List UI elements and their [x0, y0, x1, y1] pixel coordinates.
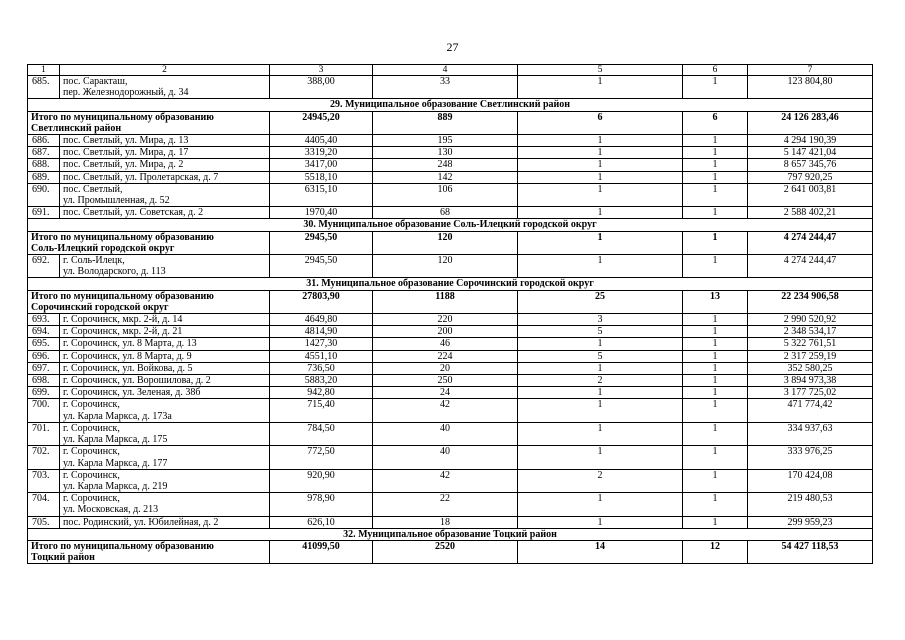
column-4-value: 40	[373, 422, 518, 445]
total-label-line: Светлинский район	[31, 122, 122, 134]
area-value: 4649,80	[270, 314, 373, 326]
row-number: 691.	[28, 207, 60, 219]
table-row	[28, 493, 873, 516]
area-value: 736,50	[270, 362, 373, 374]
column-4-value: 1188	[373, 290, 518, 313]
address-line: г. Сорочинск, мкр. 2-й, д. 14	[63, 314, 183, 326]
section-title: 29. Муниципальное образование Светлинский район	[28, 99, 873, 111]
column-5-value: 1	[518, 183, 683, 206]
cost-value: 797 920,25	[748, 171, 873, 183]
column-5-value: 14	[518, 540, 683, 563]
column-6-value: 1	[683, 207, 748, 219]
area-value: 920,90	[270, 469, 373, 492]
column-6-value: 1	[683, 446, 748, 469]
column-6-value: 1	[683, 516, 748, 528]
column-number: 3	[270, 65, 373, 76]
total-row	[28, 290, 873, 313]
column-6-value: 1	[683, 326, 748, 338]
column-6-value: 1	[683, 362, 748, 374]
column-5-value: 1	[518, 76, 683, 99]
address-line: г. Сорочинск, ул. Ворошилова, д. 2	[63, 375, 211, 387]
section-title: 32. Муниципальное образование Тоцкий район	[28, 528, 873, 540]
cost-value: 333 976,25	[748, 446, 873, 469]
total-label-line: Итого по муниципальному образованию	[31, 540, 214, 552]
column-number-row	[28, 65, 873, 76]
area-value: 784,50	[270, 422, 373, 445]
column-6-value: 1	[683, 422, 748, 445]
row-number: 704.	[28, 493, 60, 516]
cost-value: 123 804,80	[748, 76, 873, 99]
cost-value: 170 424,08	[748, 469, 873, 492]
row-number: 699.	[28, 387, 60, 399]
table-row	[28, 207, 873, 219]
address-cell	[60, 493, 270, 516]
address-cell	[60, 338, 270, 350]
column-4-value: 248	[373, 159, 518, 171]
address-line: ул. Карла Маркса, д. 219	[63, 480, 168, 492]
table-row	[28, 375, 873, 387]
column-6-value: 1	[683, 231, 748, 254]
column-5-value: 1	[518, 147, 683, 159]
column-5-value: 2	[518, 375, 683, 387]
table-row	[28, 350, 873, 362]
area-value: 4405,40	[270, 135, 373, 147]
area-value: 24945,20	[270, 111, 373, 134]
cost-value: 5 147 421,04	[748, 147, 873, 159]
address-cell	[60, 387, 270, 399]
row-number: 703.	[28, 469, 60, 492]
column-4-value: 22	[373, 493, 518, 516]
column-4-value: 200	[373, 326, 518, 338]
column-number: 5	[518, 65, 683, 76]
row-number: 687.	[28, 147, 60, 159]
cost-value: 471 774,42	[748, 399, 873, 422]
section-heading-row	[28, 278, 873, 290]
column-4-value: 142	[373, 171, 518, 183]
column-6-value: 1	[683, 171, 748, 183]
column-4-value: 46	[373, 338, 518, 350]
address-line: г. Сорочинск, ул. Зеленая, д. 38б	[63, 387, 201, 399]
table-row	[28, 135, 873, 147]
area-value: 5518,10	[270, 171, 373, 183]
column-4-value: 42	[373, 399, 518, 422]
table-row	[28, 255, 873, 278]
address-line: г. Сорочинск,	[63, 493, 120, 505]
column-5-value: 1	[518, 135, 683, 147]
address-line: г. Сорочинск,	[63, 469, 120, 481]
address-line: пос. Светлый, ул. Мира, д. 17	[63, 147, 189, 159]
table-row	[28, 362, 873, 374]
column-5-value: 1	[518, 387, 683, 399]
address-cell	[60, 76, 270, 99]
column-4-value: 120	[373, 231, 518, 254]
total-label-line: Итого по муниципальному образованию	[31, 111, 214, 123]
address-line: пос. Родинский, ул. Юбилейная, д. 2	[63, 516, 219, 528]
column-4-value: 2520	[373, 540, 518, 563]
page-number: 27	[446, 40, 459, 54]
table-row	[28, 399, 873, 422]
total-label	[28, 111, 270, 134]
area-value: 942,80	[270, 387, 373, 399]
total-row	[28, 231, 873, 254]
cost-value: 2 990 520,92	[748, 314, 873, 326]
area-value: 978,90	[270, 493, 373, 516]
address-line: г. Сорочинск,	[63, 422, 120, 434]
section-title: 31. Муниципальное образование Сорочинский городской округ	[28, 278, 873, 290]
address-line: г. Сорочинск, мкр. 2-й, д. 21	[63, 326, 183, 338]
column-5-value: 6	[518, 111, 683, 134]
area-value: 2945,50	[270, 231, 373, 254]
column-6-value: 1	[683, 147, 748, 159]
address-cell	[60, 314, 270, 326]
table-body	[28, 65, 873, 564]
address-line: ул. Карла Маркса, д. 175	[63, 434, 168, 446]
area-value: 4551,10	[270, 350, 373, 362]
column-4-value: 106	[373, 183, 518, 206]
area-value: 6315,10	[270, 183, 373, 206]
address-cell	[60, 207, 270, 219]
column-6-value: 1	[683, 159, 748, 171]
total-label-line: Тоцкий район	[31, 552, 95, 564]
row-number: 700.	[28, 399, 60, 422]
section-heading-row	[28, 219, 873, 231]
column-number: 6	[683, 65, 748, 76]
column-5-value: 1	[518, 171, 683, 183]
total-row	[28, 540, 873, 563]
row-number: 689.	[28, 171, 60, 183]
table-row	[28, 183, 873, 206]
section-heading-row	[28, 528, 873, 540]
row-number: 698.	[28, 375, 60, 387]
address-cell	[60, 159, 270, 171]
column-6-value: 1	[683, 255, 748, 278]
row-number: 701.	[28, 422, 60, 445]
table-row	[28, 314, 873, 326]
table-row	[28, 147, 873, 159]
area-value: 4814,90	[270, 326, 373, 338]
column-5-value: 1	[518, 516, 683, 528]
column-4-value: 20	[373, 362, 518, 374]
cost-value: 22 234 906,58	[748, 290, 873, 313]
column-5-value: 1	[518, 231, 683, 254]
column-6-value: 1	[683, 314, 748, 326]
column-5-value: 1	[518, 338, 683, 350]
address-line: пос. Светлый, ул. Советская, д. 2	[63, 207, 204, 219]
row-number: 690.	[28, 183, 60, 206]
cost-value: 2 588 402,21	[748, 207, 873, 219]
cost-value: 4 274 244,47	[748, 255, 873, 278]
address-line: пос. Светлый,	[63, 183, 123, 195]
address-cell	[60, 399, 270, 422]
cost-value: 334 937,63	[748, 422, 873, 445]
address-line: ул. Московская, д. 213	[63, 504, 159, 516]
address-cell	[60, 446, 270, 469]
address-line: ул. Карла Маркса, д. 173а	[63, 410, 172, 422]
column-number: 2	[60, 65, 270, 76]
column-6-value: 1	[683, 399, 748, 422]
row-number: 696.	[28, 350, 60, 362]
column-5-value: 1	[518, 362, 683, 374]
column-5-value: 1	[518, 399, 683, 422]
total-label-line: Соль-Илецкий городской округ	[31, 242, 175, 254]
column-5-value: 1	[518, 159, 683, 171]
column-number: 7	[748, 65, 873, 76]
cost-value: 2 348 534,17	[748, 326, 873, 338]
column-5-value: 3	[518, 314, 683, 326]
column-6-value: 1	[683, 350, 748, 362]
total-label-line: Сорочинский городской округ	[31, 301, 169, 313]
address-cell	[60, 147, 270, 159]
area-value: 1970,40	[270, 207, 373, 219]
table-row	[28, 338, 873, 350]
cost-value: 3 894 973,38	[748, 375, 873, 387]
column-5-value: 25	[518, 290, 683, 313]
column-6-value: 1	[683, 469, 748, 492]
area-value: 715,40	[270, 399, 373, 422]
table-row	[28, 76, 873, 99]
address-cell	[60, 171, 270, 183]
total-label	[28, 231, 270, 254]
column-4-value: 250	[373, 375, 518, 387]
cost-value: 3 177 725,02	[748, 387, 873, 399]
total-label	[28, 540, 270, 563]
cost-value: 4 294 190,39	[748, 135, 873, 147]
cost-value: 5 322 761,51	[748, 338, 873, 350]
address-line: г. Сорочинск, ул. Войкова, д. 5	[63, 362, 193, 374]
register-table	[27, 64, 873, 564]
table-row	[28, 326, 873, 338]
cost-value: 2 317 259,19	[748, 350, 873, 362]
address-line: пос. Саракташ,	[63, 76, 128, 87]
total-label-line: Итого по муниципальному образованию	[31, 290, 214, 302]
area-value: 41099,50	[270, 540, 373, 563]
address-cell	[60, 375, 270, 387]
column-6-value: 1	[683, 135, 748, 147]
column-5-value: 1	[518, 207, 683, 219]
column-6-value: 1	[683, 76, 748, 99]
area-value: 772,50	[270, 446, 373, 469]
column-5-value: 1	[518, 422, 683, 445]
address-line: пос. Светлый, ул. Мира, д. 13	[63, 135, 189, 147]
section-heading-row	[28, 99, 873, 111]
table-row	[28, 469, 873, 492]
cost-value: 219 480,53	[748, 493, 873, 516]
column-5-value: 1	[518, 446, 683, 469]
row-number: 702.	[28, 446, 60, 469]
cost-value: 2 641 003,81	[748, 183, 873, 206]
row-number: 688.	[28, 159, 60, 171]
column-6-value: 6	[683, 111, 748, 134]
address-cell	[60, 326, 270, 338]
column-4-value: 68	[373, 207, 518, 219]
table-row	[28, 516, 873, 528]
cost-value: 352 580,25	[748, 362, 873, 374]
row-number: 693.	[28, 314, 60, 326]
column-5-value: 2	[518, 469, 683, 492]
address-line: г. Сорочинск, ул. 8 Марта, д. 13	[63, 338, 197, 350]
column-6-value: 13	[683, 290, 748, 313]
address-line: пос. Светлый, ул. Мира, д. 2	[63, 159, 184, 171]
row-number: 685.	[28, 76, 60, 99]
column-number: 4	[373, 65, 518, 76]
column-4-value: 33	[373, 76, 518, 99]
column-4-value: 120	[373, 255, 518, 278]
column-5-value: 5	[518, 326, 683, 338]
address-line: пос. Светлый, ул. Пролетарская, д. 7	[63, 171, 219, 183]
section-title: 30. Муниципальное образование Соль-Илецкий городской округ	[28, 219, 873, 231]
area-value: 2945,50	[270, 255, 373, 278]
table-row	[28, 387, 873, 399]
column-4-value: 195	[373, 135, 518, 147]
column-4-value: 18	[373, 516, 518, 528]
address-cell	[60, 422, 270, 445]
column-6-value: 1	[683, 375, 748, 387]
table-row	[28, 422, 873, 445]
area-value: 388,00	[270, 76, 373, 99]
address-cell	[60, 350, 270, 362]
column-5-value: 1	[518, 493, 683, 516]
row-number: 694.	[28, 326, 60, 338]
column-4-value: 40	[373, 446, 518, 469]
column-4-value: 24	[373, 387, 518, 399]
area-value: 3417,00	[270, 159, 373, 171]
address-line: г. Сорочинск,	[63, 399, 120, 411]
table-row	[28, 446, 873, 469]
column-5-value: 1	[518, 255, 683, 278]
column-6-value: 1	[683, 183, 748, 206]
address-line: ул. Промышленная, д. 52	[63, 195, 170, 207]
row-number: 695.	[28, 338, 60, 350]
cost-value: 24 126 283,46	[748, 111, 873, 134]
table-row	[28, 171, 873, 183]
address-cell	[60, 255, 270, 278]
cost-value: 299 959,23	[748, 516, 873, 528]
cost-value: 4 274 244,47	[748, 231, 873, 254]
column-4-value: 889	[373, 111, 518, 134]
area-value: 3319,20	[270, 147, 373, 159]
column-4-value: 42	[373, 469, 518, 492]
address-cell	[60, 135, 270, 147]
table-row	[28, 159, 873, 171]
column-6-value: 1	[683, 387, 748, 399]
column-number: 1	[28, 65, 60, 76]
address-cell	[60, 183, 270, 206]
column-4-value: 130	[373, 147, 518, 159]
row-number: 697.	[28, 362, 60, 374]
cost-value: 8 657 345,76	[748, 159, 873, 171]
address-line: г. Сорочинск,	[63, 446, 120, 458]
column-6-value: 1	[683, 493, 748, 516]
column-4-value: 220	[373, 314, 518, 326]
address-cell	[60, 362, 270, 374]
address-line: ул. Володарского, д. 113	[63, 266, 166, 278]
area-value: 5883,20	[270, 375, 373, 387]
total-label	[28, 290, 270, 313]
total-row	[28, 111, 873, 134]
address-cell	[60, 469, 270, 492]
row-number: 692.	[28, 255, 60, 278]
address-line: ул. Карла Маркса, д. 177	[63, 457, 168, 469]
column-4-value: 224	[373, 350, 518, 362]
address-cell	[60, 516, 270, 528]
column-6-value: 12	[683, 540, 748, 563]
area-value: 626,10	[270, 516, 373, 528]
column-6-value: 1	[683, 338, 748, 350]
row-number: 686.	[28, 135, 60, 147]
cost-value: 54 427 118,53	[748, 540, 873, 563]
column-5-value: 5	[518, 350, 683, 362]
area-value: 27803,90	[270, 290, 373, 313]
address-line: г. Соль-Илецк,	[63, 255, 125, 267]
address-line: пер. Железнодорожный, д. 34	[63, 87, 189, 99]
area-value: 1427,30	[270, 338, 373, 350]
address-line: г. Сорочинск, ул. 8 Марта, д. 9	[63, 350, 192, 362]
row-number: 705.	[28, 516, 60, 528]
total-label-line: Итого по муниципальному образованию	[31, 231, 214, 243]
